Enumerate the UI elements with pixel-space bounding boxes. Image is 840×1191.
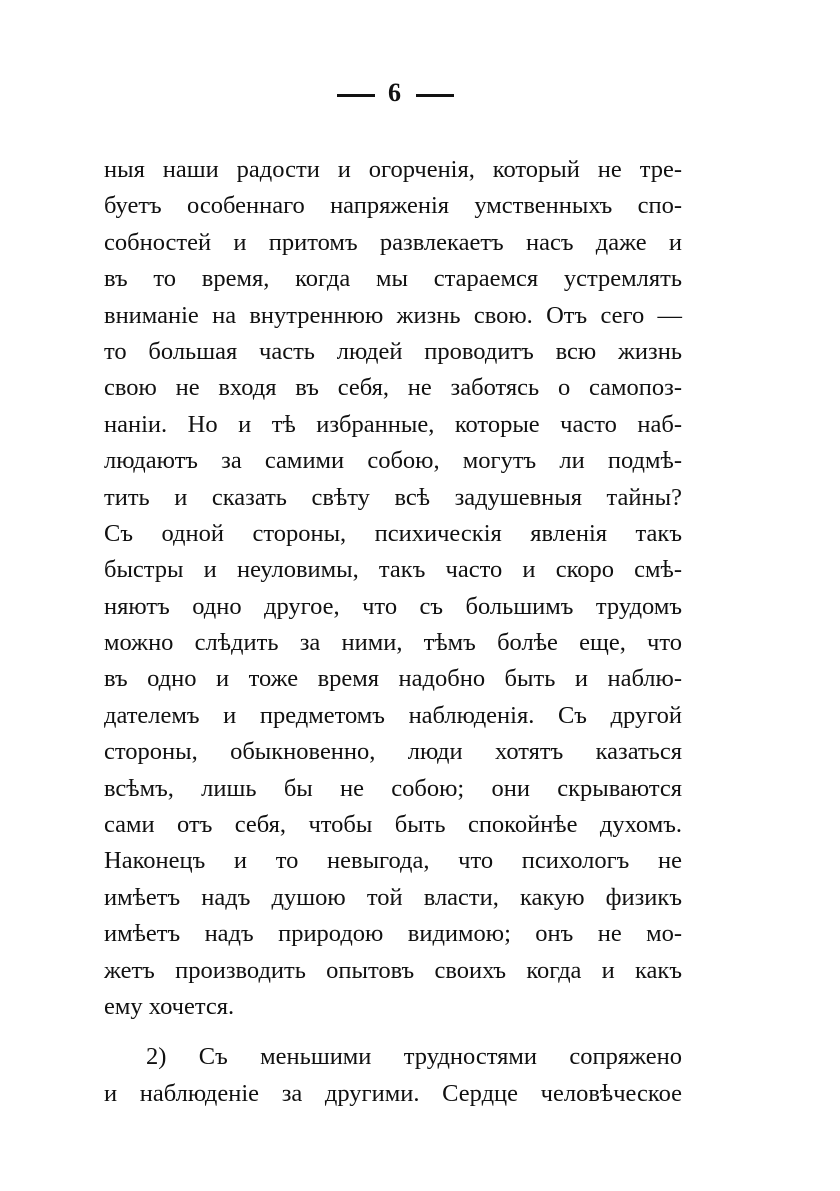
text-line: имѣетъ надъ душою той власти, какую физикъ: [104, 883, 682, 911]
text-line: Съ одной стороны, психическія явленія такъ: [104, 519, 682, 547]
text-line: въ то время, когда мы стараемся устремлять: [104, 265, 682, 293]
text-line: собностей и притомъ развлекаетъ насъ даже и: [104, 228, 682, 256]
text-line: буетъ особеннаго напряженія умственныхъ спо-: [104, 192, 682, 220]
text-line: и наблюденіе за другими. Сердце человѣческое: [104, 1079, 682, 1107]
page-number: 6: [388, 78, 402, 107]
paragraph-gap: [104, 1025, 682, 1039]
text-line: 2) Съ меньшими трудностями сопряжено: [146, 1043, 682, 1071]
text-line: тить и сказать свѣту всѣ задушевныя тайны?: [104, 483, 682, 511]
header-left-rule: [337, 94, 375, 97]
text-line: дателемъ и предметомъ наблюденія. Съ другой: [104, 701, 682, 729]
text-line: вниманіе на внутреннюю жизнь свою. Отъ сего —: [104, 301, 682, 329]
text-line: имѣетъ надъ природою видимою; онъ не мо-: [104, 920, 682, 948]
text-line: можно слѣдить за ними, тѣмъ болѣе еще, что: [104, 629, 682, 657]
paragraph-1: [104, 152, 682, 1025]
text-line: наніи. Но и тѣ избранные, которые часто наб-: [104, 410, 682, 438]
page-header: [0, 78, 790, 108]
text-line: людаютъ за самими собою, могутъ ли подмѣ-: [104, 447, 682, 475]
text-line: Наконецъ и то невыгода, что психологъ не: [104, 847, 682, 875]
text-line: няютъ одно другое, что съ большимъ трудомъ: [104, 592, 682, 620]
text-line: сами отъ себя, чтобы быть спокойнѣе духомъ.: [104, 811, 682, 839]
text-line: стороны, обыкновенно, люди хотятъ казаться: [104, 738, 682, 766]
text-line: то большая часть людей проводитъ всю жизнь: [104, 337, 682, 365]
paragraph-2: [104, 1039, 682, 1112]
text-line: ему хочется.: [104, 992, 235, 1020]
text-line: быстры и неуловимы, такъ часто и скоро смѣ-: [104, 556, 682, 584]
text-line: жетъ производить опытовъ своихъ когда и какъ: [104, 956, 682, 984]
page-body: [104, 152, 682, 1112]
text-line: свою не входя въ себя, не заботясь о самопоз-: [104, 374, 682, 402]
header-right-rule: [416, 94, 454, 97]
text-line: всѣмъ, лишь бы не собою; они скрываются: [104, 774, 682, 802]
text-line: ныя наши радости и огорченія, который не тре-: [104, 156, 682, 183]
text-line: въ одно и тоже время надобно быть и наблю-: [104, 665, 682, 693]
